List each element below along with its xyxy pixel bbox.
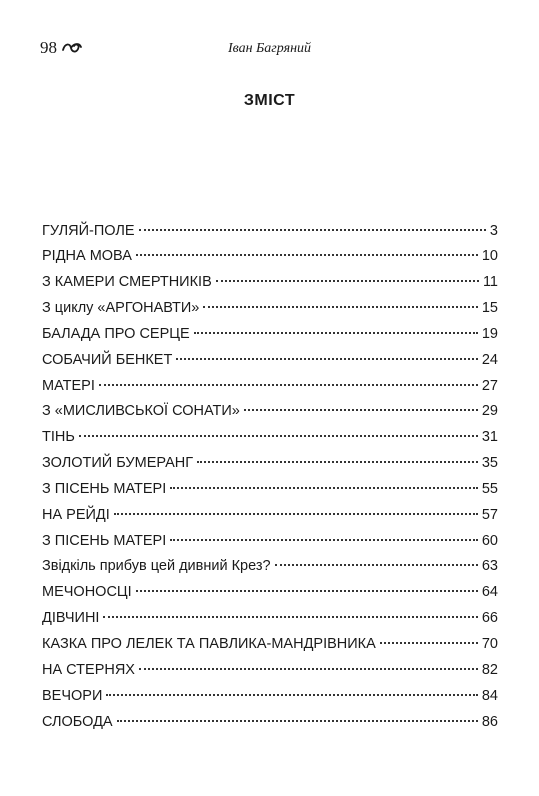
toc-entry-page: 82 bbox=[481, 661, 498, 678]
toc-entry-title: МЕЧОНОСЦІ bbox=[42, 584, 132, 601]
toc-entry-page: 10 bbox=[481, 248, 498, 265]
toc-entry-page: 31 bbox=[481, 429, 498, 446]
toc-leader-dots bbox=[170, 524, 478, 541]
toc-leader-dots bbox=[117, 705, 478, 722]
toc-leader-dots bbox=[99, 369, 478, 386]
toc-entry-title: СОБАЧИЙ БЕНКЕТ bbox=[42, 351, 173, 368]
running-header bbox=[40, 38, 499, 62]
toc-entry-page: 66 bbox=[481, 610, 498, 627]
toc-entry-page: 63 bbox=[481, 558, 498, 575]
toc-leader-dots bbox=[176, 343, 478, 360]
toc-entry-title: ДІВЧИНІ bbox=[42, 610, 100, 627]
toc-entry-title: НА СТЕРНЯХ bbox=[42, 661, 135, 678]
toc-entry-title: З циклу «АРГОНАВТИ» bbox=[42, 300, 200, 317]
toc-leader-dots bbox=[194, 317, 478, 334]
toc-leader-dots bbox=[106, 679, 477, 696]
toc-entry-page: 55 bbox=[481, 480, 498, 497]
toc-entry-page: 27 bbox=[481, 377, 498, 394]
page-title: ЗМІСТ bbox=[243, 92, 296, 109]
toc-entry-title: ВЕЧОРИ bbox=[42, 687, 103, 704]
toc-entry-page: 24 bbox=[481, 351, 498, 368]
toc-entry-page: 57 bbox=[481, 506, 498, 523]
toc-entry-page: 19 bbox=[481, 325, 498, 342]
table-of-contents bbox=[42, 218, 498, 735]
toc-entry-page: 35 bbox=[481, 455, 498, 472]
toc-entry-title: МАТЕРІ bbox=[42, 377, 95, 394]
toc-entry-title: КАЗКА ПРО ЛЕЛЕК ТА ПАВЛИКА-МАНДРІВНИКА bbox=[42, 636, 376, 652]
toc-entry-title: СЛОБОДА bbox=[42, 713, 113, 730]
toc-entry-page: 64 bbox=[481, 584, 498, 601]
page-number: 98 bbox=[40, 38, 57, 57]
toc-entry-page: 3 bbox=[489, 222, 498, 239]
toc-entry-title: З «МИСЛИВСЬКОЇ СОНАТИ» bbox=[42, 403, 240, 420]
toc-entry-page: 84 bbox=[481, 687, 498, 704]
toc-entry-title: З ПІСЕНЬ МАТЕРІ bbox=[42, 480, 167, 497]
toc-entry-title: РІДНА МОВА bbox=[42, 248, 132, 265]
toc-leader-dots bbox=[114, 498, 478, 515]
toc-leader-dots bbox=[139, 653, 478, 670]
author-name: Іван Багряний bbox=[227, 41, 312, 56]
toc-entry-title: НА РЕЙДІ bbox=[42, 506, 110, 523]
toc-entry-title: ЗОЛОТИЙ БУМЕРАНГ bbox=[42, 455, 194, 472]
toc-entry-page: 15 bbox=[481, 300, 498, 317]
toc-leader-dots bbox=[79, 421, 478, 438]
toc-entry-page: 86 bbox=[481, 713, 498, 730]
toc-entry-title: З КАМЕРИ СМЕРТНИКІВ bbox=[42, 274, 212, 291]
toc-leader-dots bbox=[170, 472, 478, 489]
toc-leader-dots bbox=[244, 395, 478, 412]
toc-entry-title: Звідкіль прибув цей дивний Крез? bbox=[42, 558, 271, 575]
toc-entry-page: 60 bbox=[481, 532, 498, 549]
toc-entry-title: З ПІСЕНЬ МАТЕРІ bbox=[42, 532, 167, 549]
toc-entry-page: 29 bbox=[481, 403, 498, 420]
toc-leader-dots bbox=[216, 266, 479, 283]
toc-leader-dots bbox=[136, 576, 478, 593]
toc-leader-dots bbox=[275, 550, 478, 567]
toc-leader-dots bbox=[197, 447, 478, 464]
toc-leader-dots bbox=[139, 214, 486, 231]
toc-entry-page: 11 bbox=[482, 274, 498, 291]
toc-leader-dots bbox=[103, 602, 477, 619]
toc-leader-dots bbox=[203, 292, 478, 309]
toc-entry-page: 70 bbox=[481, 636, 498, 652]
toc-leader-dots bbox=[380, 628, 478, 645]
toc-entry-title: ТІНЬ bbox=[42, 429, 75, 446]
toc-entry-title: ГУЛЯЙ-ПОЛЕ bbox=[42, 222, 135, 239]
toc-leader-dots bbox=[136, 240, 478, 257]
toc-entry-title: БАЛАДА ПРО СЕРЦЕ bbox=[42, 325, 190, 342]
toc-entry bbox=[42, 709, 498, 735]
